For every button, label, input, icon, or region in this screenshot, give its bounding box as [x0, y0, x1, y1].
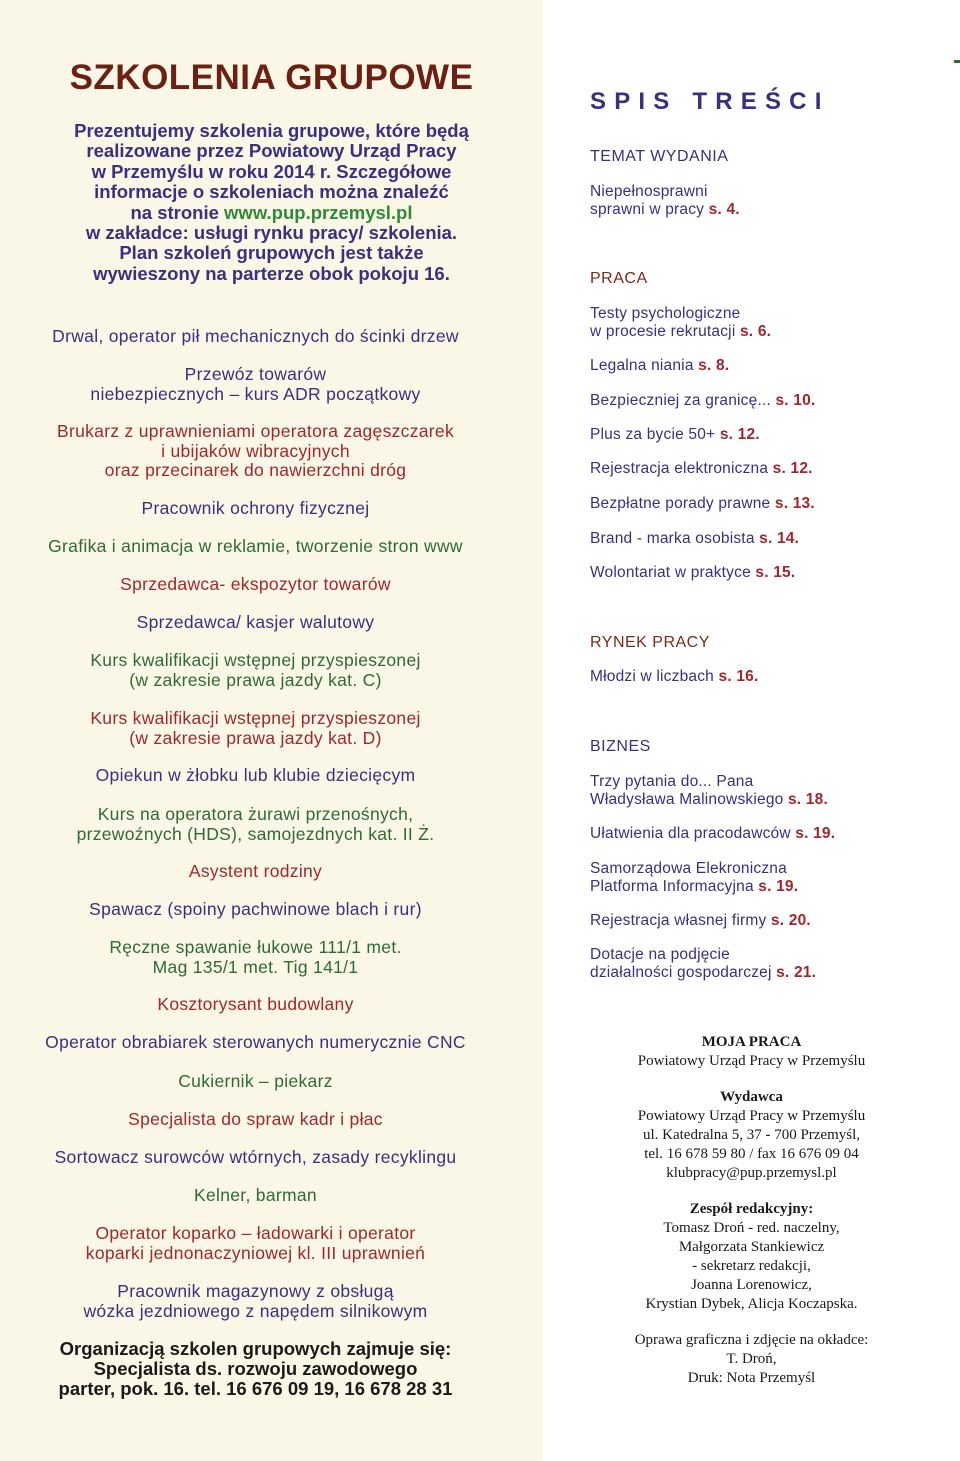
- toc-entry-page: s. 15.: [755, 564, 796, 581]
- toc-entry[interactable]: [590, 183, 950, 218]
- publisher-email[interactable]: klubpracy@pup.przemysl.pl: [666, 1165, 837, 1181]
- toc-entry[interactable]: [590, 426, 950, 444]
- course-item: Sprzedawca- ekspozytor towarów: [120, 574, 391, 594]
- toc-entry[interactable]: [590, 825, 950, 843]
- toc-entry[interactable]: [590, 392, 950, 410]
- toc-entry[interactable]: [590, 357, 950, 375]
- course-item: Specjalista do spraw kadr i płac: [128, 1109, 383, 1129]
- toc-entry-text: Dotacje na podjęcie działalności gospodarczej: [590, 946, 772, 981]
- course-item: Brukarz z uprawnieniami operatora zagęszczarek i ubijaków wibracyjnych oraz przecinarek do nawierzchni dróg: [56, 421, 455, 480]
- course-item: Asystent rodziny: [188, 861, 323, 881]
- toc-title: SPIS TREŚCI: [590, 88, 830, 115]
- intro-line: [0, 203, 543, 223]
- course-item: Sprzedawca/ kasjer walutowy: [136, 612, 375, 632]
- team-line: Małgorzata Stankiewicz: [678, 1239, 825, 1255]
- toc-entry-text: Brand - marka osobista: [590, 530, 760, 547]
- intro-line: Plan szkoleń grupowych jest także: [119, 242, 424, 264]
- toc-section-heading: BIZNES: [590, 738, 651, 755]
- corner-mark: [954, 60, 960, 63]
- toc-entry-text: Legalna niania: [590, 357, 699, 374]
- publisher-line: Powiatowy Urząd Pracy w Przemyślu: [637, 1108, 866, 1124]
- toc-section-heading: TEMAT WYDANIA: [590, 148, 729, 165]
- team-line: Joanna Lorenowicz,: [691, 1277, 812, 1293]
- toc-entry-page: s. 16.: [718, 668, 759, 685]
- course-item: Operator koparko – ładowarki i operator koparki jednonaczyniowej kl. III uprawnień: [85, 1223, 426, 1263]
- course-item: Grafika i animacja w reklamie, tworzenie stron www: [48, 536, 463, 556]
- course-item: Sortowacz surowców wtórnych, zasady recyklingu: [54, 1147, 457, 1167]
- toc-entry[interactable]: [590, 912, 950, 930]
- publisher-line: ul. Katedralna 5, 37 - 700 Przemyśl,: [642, 1127, 861, 1143]
- contact-note: [0, 1339, 511, 1399]
- toc-entry[interactable]: [590, 668, 950, 686]
- team-heading: Zespół redakcyjny:: [689, 1201, 814, 1217]
- intro-line: w zakładce: usługi rynku pracy/ szkolenia.: [85, 222, 458, 244]
- colophon-team: [543, 1200, 960, 1314]
- credits-line: T. Droń,: [726, 1351, 777, 1367]
- publisher-line: tel. 16 678 59 80 / fax 16 676 09 04: [644, 1146, 859, 1162]
- publisher-heading: Wydawca: [720, 1089, 783, 1105]
- toc-entry-text: Testy psychologiczne w procesie rekrutacji: [590, 305, 741, 340]
- course-item: Opiekun w żłobku lub klubie dziecięcym: [95, 765, 416, 785]
- course-item: Ręczne spawanie łukowe 111/1 met. Mag 135/1 met. Tig 141/1: [109, 937, 402, 977]
- toc-entry-text: Ułatwienia dla pracodawców: [590, 825, 796, 842]
- colophon-masthead: [543, 1033, 960, 1071]
- intro-line: wywieszony na parterze obok pokoju 16.: [93, 262, 450, 284]
- colophon: [543, 1033, 960, 1405]
- course-item: Pracownik ochrony fizycznej: [141, 498, 370, 518]
- toc-entry-text: Samorządowa Elekroniczna Platforma Informacyjna: [590, 860, 787, 895]
- intro-line: informacje o szkoleniach można znaleźć: [94, 181, 449, 203]
- course-item: Kurs kwalifikacji wstępnej przyspieszonej (w zakresie prawa jazdy kat. D): [90, 708, 421, 748]
- toc-entry-text: Wolontariat w praktyce: [590, 564, 756, 581]
- toc-section-heading: RYNEK PRACY: [590, 634, 710, 651]
- course-item: Pracownik magazynowy z obsługą wózka jezdniowego z napędem silnikowym: [83, 1281, 428, 1321]
- course-item: Przewóz towarów niebezpiecznych – kurs ADR początkowy: [90, 364, 421, 404]
- contact-line: Specjalista ds. rozwoju zawodowego: [93, 1358, 418, 1379]
- toc-entry-page: s. 6.: [739, 322, 772, 340]
- course-item: Operator obrabiarek sterowanych numerycznie CNC: [45, 1032, 466, 1052]
- magazine-title: MOJA PRACA: [701, 1034, 802, 1050]
- page-title: SZKOLENIA GRUPOWE: [69, 58, 474, 97]
- colophon-credits: [543, 1331, 960, 1388]
- magazine-subtitle: Powiatowy Urząd Pracy w Przemyślu: [637, 1053, 866, 1069]
- intro-line: Prezentujemy szkolenia grupowe, które będą: [74, 120, 469, 141]
- toc-entry-text: Plus za bycie 50+: [590, 426, 720, 443]
- toc-entry-page: s. 8.: [698, 357, 730, 374]
- course-item: Cukiernik – piekarz: [178, 1071, 333, 1091]
- toc-entry-page: s. 4.: [708, 200, 740, 218]
- contact-line: parter, pok. 16. tel. 16 676 09 19, 16 678 28 31: [58, 1378, 453, 1399]
- course-item: Kosztorysant budowlany: [157, 994, 354, 1014]
- toc-entry-page: s. 18.: [787, 790, 828, 808]
- colophon-publisher: [543, 1088, 960, 1183]
- toc-entry-text: Bezpieczniej za granicę...: [590, 392, 776, 409]
- toc-entry-text: Młodzi w liczbach: [590, 668, 719, 685]
- toc-entry-text: Rejestracja elektroniczna: [590, 460, 773, 477]
- toc-entry-text: Niepełnosprawni sprawni w pracy: [590, 183, 708, 218]
- toc-entry[interactable]: [590, 495, 950, 513]
- toc-entry-page: s. 21.: [776, 963, 817, 981]
- toc-entry-page: s. 10.: [775, 392, 816, 409]
- toc-entry-page: s. 14.: [759, 530, 800, 547]
- course-item: Kelner, barman: [194, 1185, 317, 1205]
- intro-text: [0, 121, 543, 284]
- credits-line: Druk: Nota Przemyśl: [687, 1370, 816, 1386]
- toc-entry-page: s. 19.: [795, 825, 836, 842]
- toc-entry-page: s. 12.: [772, 460, 813, 477]
- toc-entry-page: s. 13.: [774, 495, 815, 512]
- credits-line: Oprawa graficzna i zdjęcie na okładce:: [634, 1332, 869, 1348]
- course-item: Kurs kwalifikacji wstępnej przyspieszonej (w zakresie prawa jazdy kat. C): [90, 650, 421, 690]
- course-item: Drwal, operator pił mechanicznych do ścinki drzew: [52, 326, 459, 346]
- toc-entry-text: Trzy pytania do... Pana Władysława Malinowskiego: [590, 773, 784, 808]
- website-link[interactable]: www.pup.przemysl.pl: [224, 201, 413, 223]
- toc-entry[interactable]: [590, 564, 950, 582]
- course-item: Spawacz (spoiny pachwinowe blach i rur): [89, 899, 422, 919]
- right-column: [543, 0, 960, 1461]
- intro-line-prefix: na stronie: [130, 201, 225, 223]
- contact-line: Organizacją szkolen grupowych zajmuje się:: [59, 1338, 452, 1359]
- toc-entry[interactable]: [590, 860, 950, 895]
- intro-line: realizowane przez Powiatowy Urząd Pracy: [86, 140, 457, 162]
- toc-entry[interactable]: [590, 946, 950, 981]
- toc-entry-page: s. 20.: [770, 912, 811, 929]
- course-item: Kurs na operatora żurawi przenośnych, przewoźnych (HDS), samojezdnych kat. II Ż.: [76, 804, 435, 844]
- toc-entry[interactable]: [590, 773, 950, 808]
- toc-entry-text: Rejestracja własnej firmy: [590, 912, 771, 929]
- team-line: Tomasz Droń - red. naczelny,: [663, 1220, 840, 1236]
- toc-entry-text: Bezpłatne porady prawne: [590, 495, 775, 512]
- toc-entry[interactable]: [590, 305, 950, 340]
- team-line: Krystian Dybek, Alicja Koczapska.: [645, 1296, 858, 1312]
- intro-line: w Przemyślu w roku 2014 r. Szczegółowe: [91, 160, 452, 182]
- toc-section-heading: PRACA: [590, 270, 648, 287]
- toc-entry-page: s. 19.: [758, 877, 799, 895]
- team-line: - sekretarz redakcji,: [692, 1258, 811, 1274]
- toc-entry-page: s. 12.: [719, 426, 760, 443]
- toc-entry[interactable]: [590, 460, 950, 478]
- toc-entry[interactable]: [590, 530, 950, 548]
